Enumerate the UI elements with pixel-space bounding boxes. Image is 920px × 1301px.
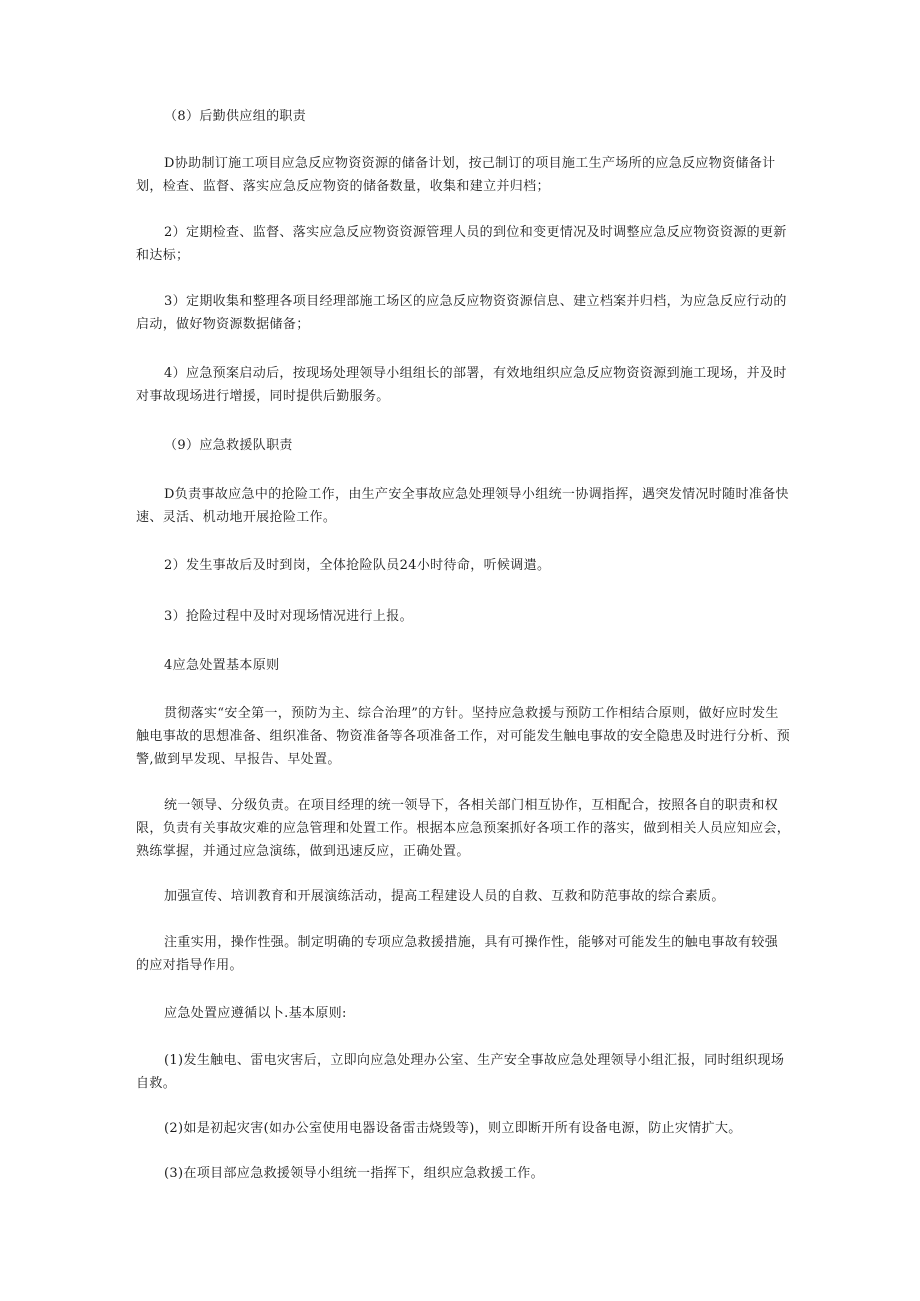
paragraph-logistics-4: 4）应急预案启动后，按现场处理领导小组组长的部署，有效地组织应急反应物资资源到施工现场，并及时对事故现场进行增援，同时提供后勤服务。 bbox=[136, 366, 787, 404]
paragraph-rule-1: (1)发生触电、雷电灾害后，立即向应急处理办公室、生产安全事故应急处理领导小组汇报，同时组织现场自救。 bbox=[136, 1053, 785, 1091]
paragraph-principle-4: 注重实用，操作性强。制定明确的专项应急救援措施，具有可操作性，能够对可能发生的触电事故有较强的应对指导作用。 bbox=[136, 935, 779, 973]
paragraph-principle-3: 加强宣传、培训教育和开展演练活动，提高工程建设人员的自救、互救和防范事故的综合素质。 bbox=[164, 889, 725, 904]
paragraph-logistics-3: 3）定期收集和整理各项目经理部施工场区的应急反应物资资源信息、建立档案并归档，为应急反应行动的启动，做好物资源数据储备； bbox=[136, 294, 787, 332]
paragraph-rescue-1: D负责事故应急中的抢险工作，由生产安全事故应急处理领导小组统一协调指挥，遇突发情况时随时准备快速、灵活、机动地开展抢险工作。 bbox=[136, 487, 789, 525]
paragraph-principle-2: 统一领导、分级负责。在项目经理的统一领导下，各相关部门相互协作，互相配合，按照各自的职责和权限，负责有关事故灾难的应急管理和处置工作。根据本应急预案抓好各项工作的落实，做到相关人员应知应会，熟练掌握，并通过应急演练，做到迅速反应，正确处置。 bbox=[136, 798, 791, 859]
paragraph-rescue-2: 2）发生事故后及时到岗，全体抢险队员24小时待命，听候调遣。 bbox=[164, 558, 551, 573]
paragraph-logistics-1: D协助制订施工项目应急反应物资资源的储备计划，按己制订的项目施工生产场所的应急反应物资储备计划，检查、监督、落实应急反应物资的储备数量，收集和建立并归档； bbox=[136, 156, 776, 194]
section-heading-logistics: （8）后勤供应组的职责 bbox=[164, 109, 307, 124]
paragraph-rescue-3: 3）抢险过程中及时对现场情况进行上报。 bbox=[164, 609, 413, 624]
paragraph-logistics-2: 2）定期检查、监督、落实应急反应物资资源管理人员的到位和变更情况及时调整应急反应物资资源的更新和达标； bbox=[136, 225, 787, 263]
paragraph-principle-1: 贯彻落实“安全第一，预防为主、综合治理”的方针。坚持应急救援与预防工作相结合原则，做好应时发生触电事故的思想准备、组织准备、物资准备等各项准备工作，对可能发生触电事故的安全隐患及时进行分析、预警,做到早发现、早报告、早处置。 bbox=[136, 706, 791, 767]
section-heading-rescue-team: （9）应急救援队职责 bbox=[164, 438, 293, 453]
paragraph-principles-intro: 应急处置应遵循以卜.基本原则: bbox=[164, 1006, 347, 1021]
paragraph-rule-2: (2)如是初起灾害(如办公室使用电器设备雷击烧毁等)，则立即断开所有设备电源，防止灾情扩大。 bbox=[164, 1121, 742, 1136]
paragraph-rule-3: (3)在项目部应急救援领导小组统一指挥下，组织应急救援工作。 bbox=[164, 1166, 544, 1181]
section-heading-principles: 4应急处置基本原则 bbox=[164, 658, 280, 673]
